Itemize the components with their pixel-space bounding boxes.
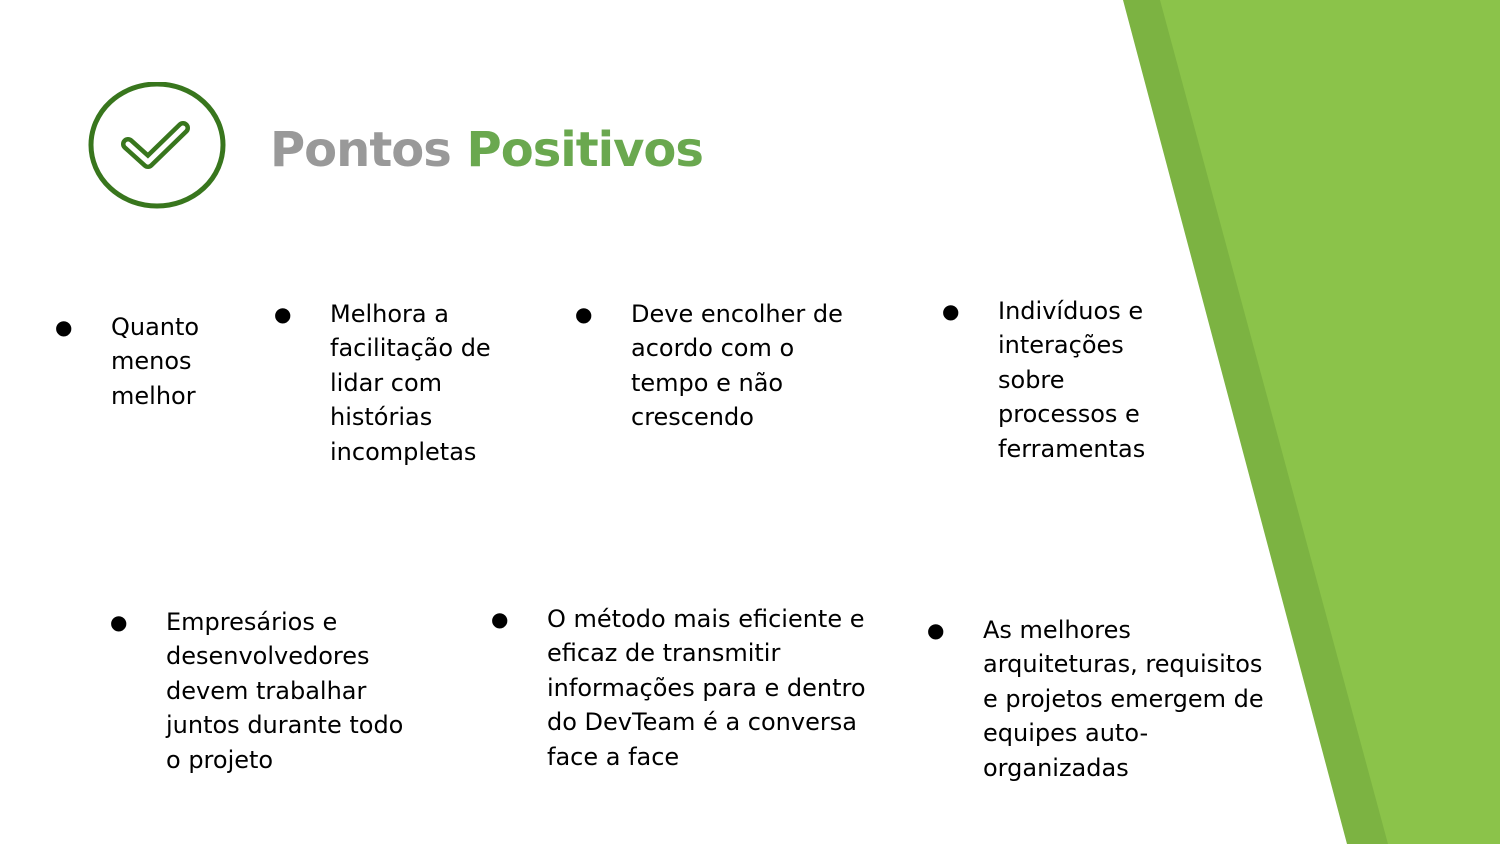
bullet-text: Empresários e desenvolvedores devem trabalhar juntos durante todo o projeto bbox=[166, 608, 404, 774]
slide-title bbox=[270, 118, 703, 182]
bullet-text: As melhores arquiteturas, requisitos e projetos emergem de equipes auto-organizadas bbox=[983, 616, 1264, 782]
bullet-item-2 bbox=[274, 297, 535, 469]
bullet-text: Quanto menos melhor bbox=[111, 313, 200, 410]
bullet-text: Indivíduos e interações sobre processos e ferramentas bbox=[998, 297, 1146, 463]
bullet-dot: ● bbox=[491, 607, 509, 631]
bullet-dot: ● bbox=[575, 302, 593, 326]
bullet-dot: ● bbox=[110, 610, 128, 634]
bullet-item-6 bbox=[491, 602, 867, 774]
bullet-text: Deve encolher de acordo com o tempo e não crescendo bbox=[631, 300, 843, 432]
bullet-dot: ● bbox=[942, 299, 960, 323]
bullet-item-5 bbox=[110, 605, 406, 777]
bullet-item-4 bbox=[942, 294, 1178, 466]
bullet-item-7 bbox=[927, 613, 1283, 785]
bullet-dot: ● bbox=[274, 302, 292, 326]
bullet-item-3 bbox=[575, 297, 846, 435]
bullet-dot: ● bbox=[55, 315, 73, 339]
title-word-positivos: Positivos bbox=[466, 122, 703, 178]
bullet-text: O método mais eficiente e eficaz de transmitir informações para e dentro do DevTeam é a conversa face a face bbox=[547, 605, 866, 771]
title-word-pontos: Pontos bbox=[270, 122, 451, 178]
check-circle-icon bbox=[88, 82, 228, 210]
bullet-item-1 bbox=[55, 310, 251, 413]
bullet-dot: ● bbox=[927, 618, 945, 642]
bullet-text: Melhora a facilitação de lidar com histórias incompletas bbox=[330, 300, 491, 466]
